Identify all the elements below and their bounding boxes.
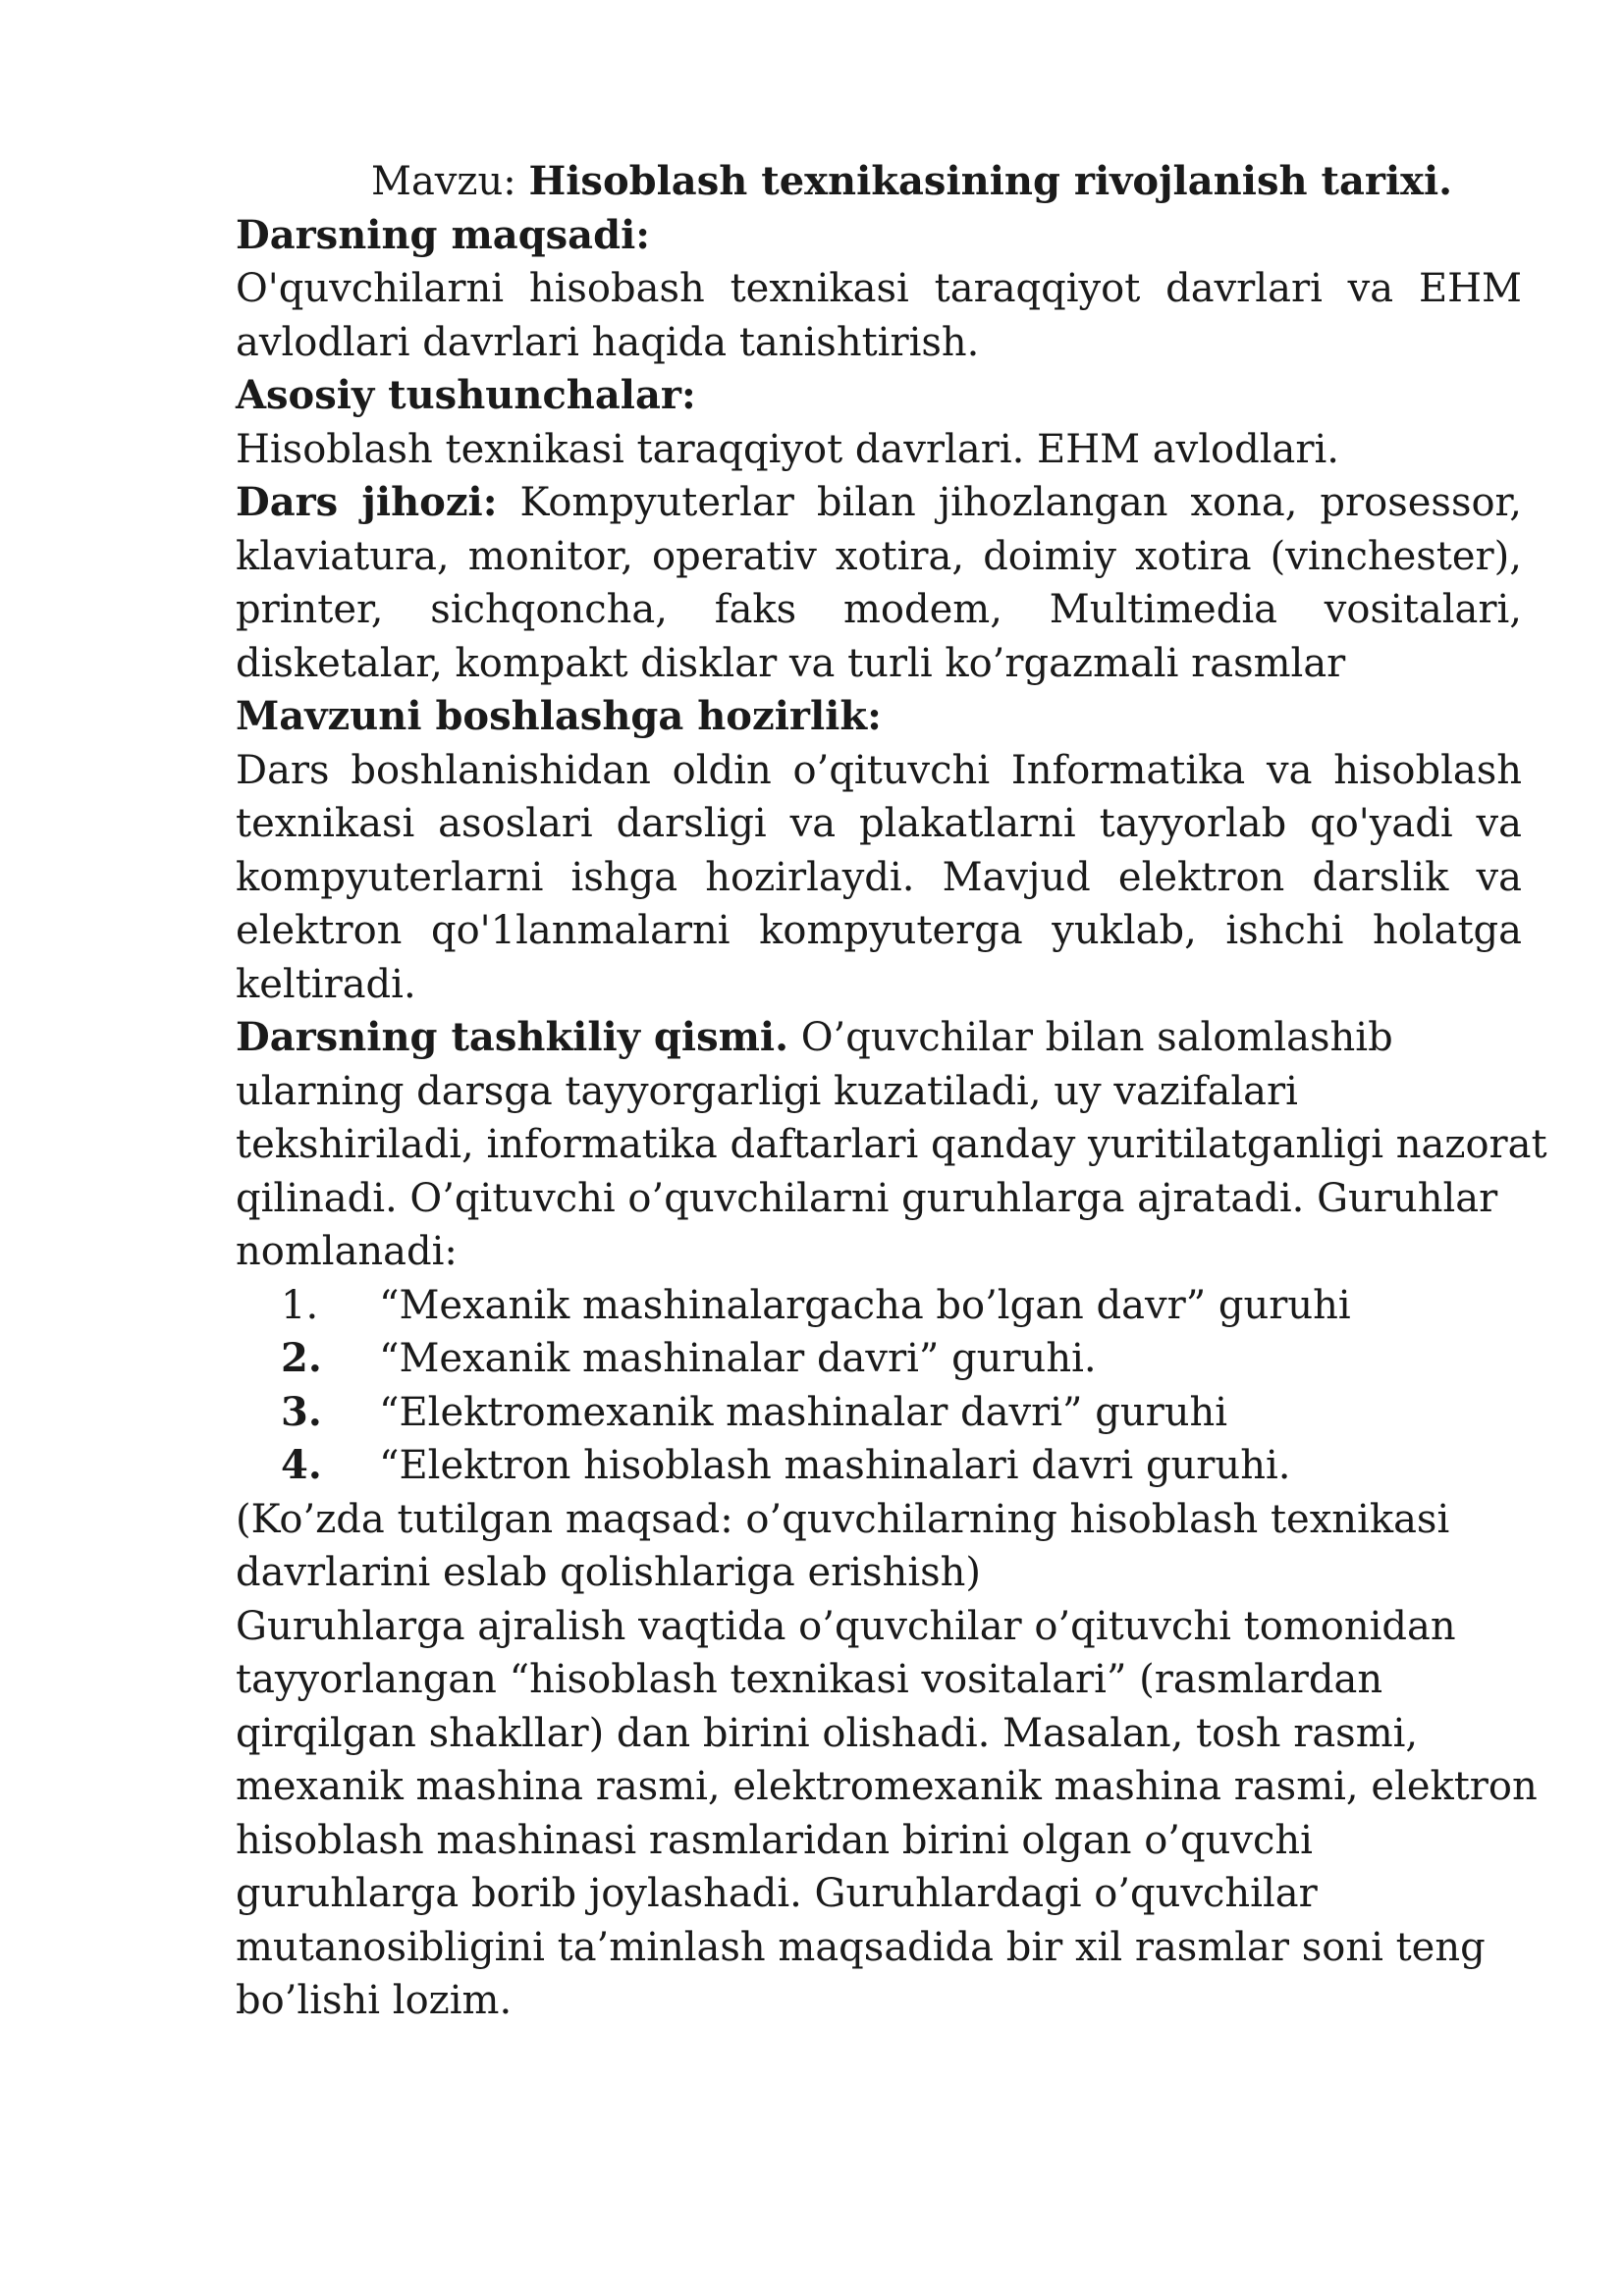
list-item xyxy=(236,1386,1522,1440)
title-prefix: Mavzu: xyxy=(371,159,529,204)
list-item xyxy=(236,1332,1522,1386)
list-number: 2. xyxy=(281,1335,322,1381)
goal-line-1: O'quvchilarni hisobash texnikasi taraqqiyot davrlari va EHM xyxy=(236,266,1522,311)
preparation-line-4: elektron qo'1lanmalarni kompyuterga yuklab, ishchi holatga xyxy=(236,908,1522,953)
preparation-line-2: texnikasi asoslari darsligi va plakatlarni tayyorlab qo'yadi va xyxy=(236,801,1522,846)
after-list-line-9: mutanosibligini ta’minlash maqsadida bir xil rasmlar soni teng xyxy=(236,1924,1486,1970)
document-page xyxy=(236,155,1547,2028)
list-text: “Elektromexanik mashinalar davri” guruhi xyxy=(379,1389,1228,1435)
organization-line-3: tekshiriladi, informatika daftarlari qanday yuritilatganligi nazorat xyxy=(236,1122,1547,1167)
organization-heading: Darsning tashkiliy qismi. xyxy=(236,1014,789,1060)
equipment-heading: Dars jihozi: xyxy=(236,479,498,525)
after-list-line-5: qirqilgan shakllar) dan birini olishadi. Masalan, tosh rasmi, xyxy=(236,1710,1419,1756)
equipment-line-2: klaviatura, monitor, operativ xotira, doimiy xotira (vinchester), xyxy=(236,533,1522,579)
list-text: “Elektron hisoblash mashinalari davri guruhi. xyxy=(379,1443,1291,1488)
after-list-line-2: davrlarini eslab qolishlariga erishish) xyxy=(236,1550,982,1595)
after-list-line-6: mexanik mashina rasmi, elektromexanik mashina rasmi, elektron xyxy=(236,1764,1538,1809)
after-list-line-3: Guruhlarga ajralish vaqtida o’quvchilar o’qituvchi tomonidan xyxy=(236,1603,1456,1649)
list-item xyxy=(236,1439,1522,1493)
goal-line-2: avlodlari davrlari haqida tanishtirish. xyxy=(236,319,980,365)
page-title xyxy=(236,155,1522,209)
after-list-line-10: bo’lishi lozim. xyxy=(236,1978,513,2023)
after-list-line-7: hisoblash mashinasi rasmlaridan birini olgan o’quvchi xyxy=(236,1817,1313,1863)
organization-first-line: Darsning tashkiliy qismi. O’quvchilar bilan salomlashib xyxy=(236,1014,1393,1060)
list-number: 4. xyxy=(281,1442,322,1488)
equipment-line-4: disketalar, kompakt disklar va turli ko’rgazmali rasmlar xyxy=(236,640,1346,686)
list-text: “Mexanik mashinalargacha bo’lgan davr” guruhi xyxy=(379,1282,1351,1328)
organization-line-2: ularning darsga tayyorgarligi kuzatiladi, uy vazifalari xyxy=(236,1068,1298,1114)
preparation-heading: Mavzuni boshlashga hozirlik: xyxy=(236,693,882,739)
organization-line-5: nomlanadi: xyxy=(236,1229,458,1274)
equipment-line-3: printer, sichqoncha, faks modem, Multimedia vositalari, xyxy=(236,587,1522,632)
preparation-line-1: Dars boshlanishidan oldin o’qituvchi Informatika va hisoblash xyxy=(236,747,1522,793)
equipment-first-line: Dars jihozi: Kompyuterlar bilan jihozlangan xona, prosessor, xyxy=(236,479,1522,525)
concepts-heading: Asosiy tushunchalar: xyxy=(236,372,696,418)
title-text: Hisoblash texnikasining rivojlanish tarixi. xyxy=(528,158,1453,204)
after-list-line-8: guruhlarga borib joylashadi. Guruhlardagi o’quvchilar xyxy=(236,1871,1318,1916)
after-list-line-1: (Ko’zda tutilgan maqsad: o’quvchilarning hisoblash texnikasi xyxy=(236,1496,1450,1542)
organization-line-4: qilinadi. O’qituvchi o’quvchilarni guruhlarga ajratadi. Guruhlar xyxy=(236,1175,1498,1221)
list-number: 1. xyxy=(281,1282,319,1328)
after-list-line-4: tayyorlangan “hisoblash texnikasi vositalari” (rasmlardan xyxy=(236,1657,1383,1702)
list-number: 3. xyxy=(281,1388,322,1435)
list-text: “Mexanik mashinalar davri” guruhi. xyxy=(379,1336,1097,1381)
concepts-line-1: Hisoblash texnikasi taraqqiyot davrlari. EHM avlodlari. xyxy=(236,426,1339,472)
goal-heading: Darsning maqsadi: xyxy=(236,211,651,258)
preparation-line-5: keltiradi. xyxy=(236,961,416,1007)
preparation-line-3: kompyuterlarni ishga hozirlaydi. Mavjud elektron darslik va xyxy=(236,854,1522,900)
list-item xyxy=(236,1279,1522,1333)
